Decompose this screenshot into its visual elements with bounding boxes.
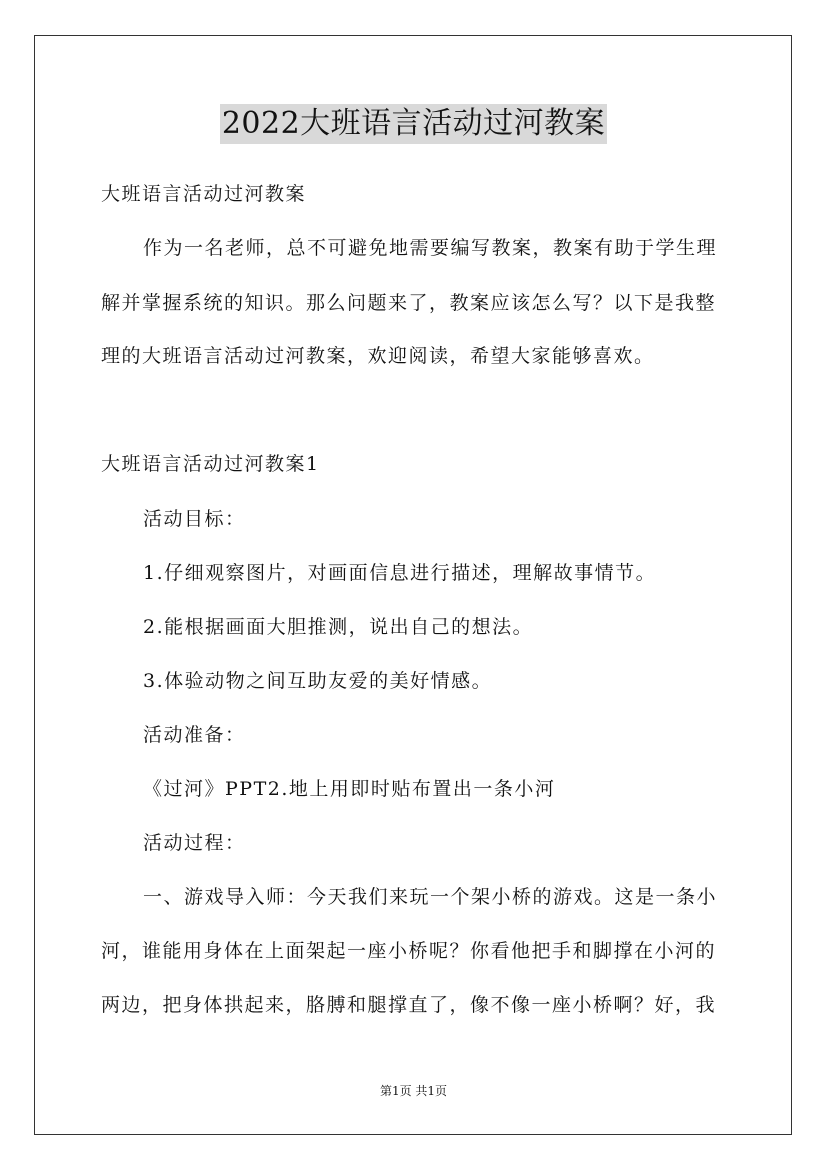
- preparation-item: 《过河》PPT2.地上用即时贴布置出一条小河: [143, 778, 556, 800]
- preparation-heading: 活动准备：: [143, 724, 246, 746]
- process-paragraph-line-3: 两边，把身体拱起来，胳膊和腿撑直了，像不像一座小桥啊？好，我: [101, 994, 717, 1016]
- document-title-text: 2022大班语言活动过河教案: [220, 104, 607, 144]
- subtitle-line: 大班语言活动过河教案: [101, 183, 307, 205]
- section-heading: 大班语言活动过河教案1: [101, 453, 320, 475]
- document-title: [0, 103, 827, 144]
- process-paragraph-line-1: 一、游戏导入师：今天我们来玩一个架小桥的游戏。这是一条小: [143, 886, 718, 908]
- process-heading: 活动过程：: [143, 832, 246, 854]
- goal-item-1: 1.仔细观察图片，对画面信息进行描述，理解故事情节。: [143, 562, 657, 584]
- process-paragraph-line-2: 河，谁能用身体在上面架起一座小桥呢？你看他把手和脚撑在小河的: [101, 940, 717, 962]
- intro-paragraph-line-1: 作为一名老师，总不可避免地需要编写教案，教案有助于学生理: [143, 237, 718, 259]
- goals-heading: 活动目标：: [143, 508, 246, 530]
- goal-item-3: 3.体验动物之间互助友爱的美好情感。: [143, 670, 493, 692]
- goal-item-2: 2.能根据画面大胆推测，说出自己的想法。: [143, 616, 534, 638]
- page-footer: 第1页 共1页: [379, 1084, 448, 1098]
- intro-paragraph-line-3: 理的大班语言活动过河教案，欢迎阅读，希望大家能够喜欢。: [101, 345, 655, 367]
- intro-paragraph-line-2: 解并掌握系统的知识。那么问题来了，教案应该怎么写？以下是我整: [101, 292, 717, 314]
